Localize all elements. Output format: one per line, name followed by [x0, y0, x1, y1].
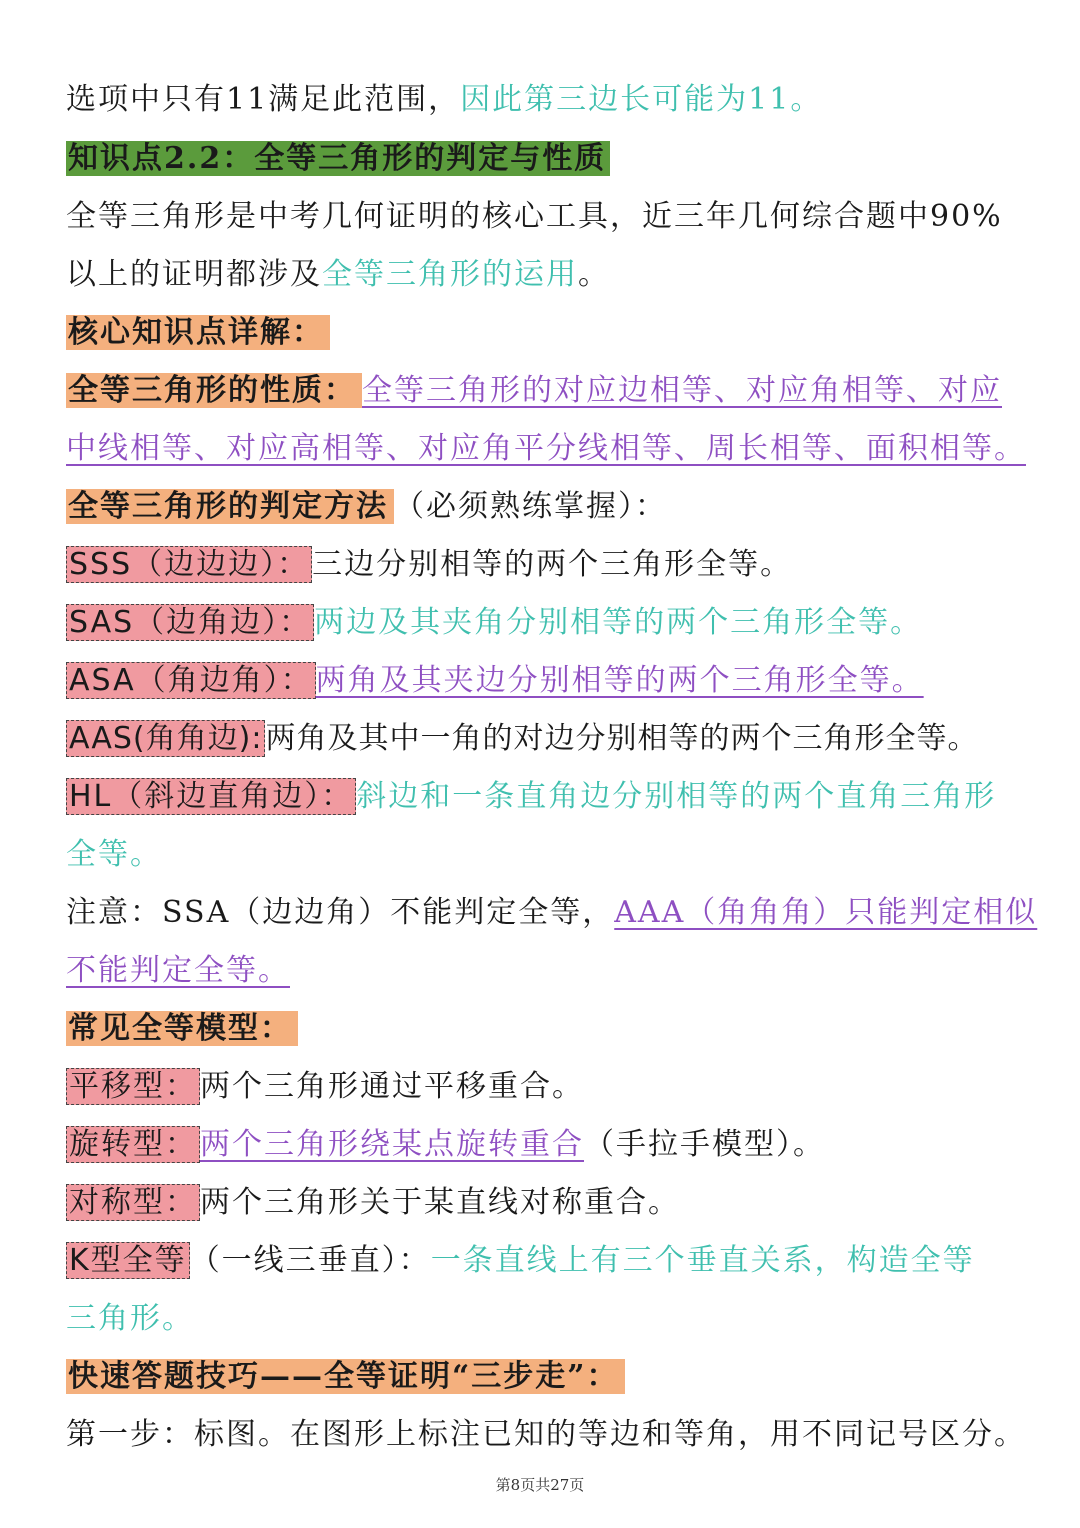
text: 两个三角形关于某直线对称重合。	[200, 1185, 680, 1220]
highlight-text: 两边及其夹角分别相等的两个三角形全等。	[314, 605, 923, 640]
model-rotation-line	[66, 1123, 1026, 1167]
sss-label: SSS（边边边）：	[66, 546, 312, 583]
text: 全等三角形是中考几何证明的核心工具，近三年几何综合题中90%	[66, 199, 1003, 234]
highlight-text: 全等三角形的运用	[322, 257, 578, 292]
hl-line-2	[66, 833, 1026, 877]
highlight-text: 三角形。	[66, 1301, 194, 1336]
model-k-line-2	[66, 1297, 1026, 1341]
model-symmetry-line	[66, 1181, 1026, 1225]
property-label: 全等三角形的性质：	[66, 373, 362, 408]
line-1	[66, 78, 1026, 122]
asa-label: ASA（角边角）：	[66, 662, 316, 699]
text: 注意：SSA（边边角）不能判定全等，	[66, 895, 615, 930]
model-k-line-1	[66, 1239, 1026, 1283]
sas-label: SAS（边角边）：	[66, 604, 314, 641]
model-label: 旋转型：	[66, 1126, 200, 1163]
text: 第一步：标图。在图形上标注已知的等边和等角，用不同记号区分。	[66, 1417, 1026, 1452]
property-text: 中线相等、对应高相等、对应角平分线相等、周长相等、面积相等。	[66, 431, 1026, 466]
tips-heading-line	[66, 1355, 1026, 1399]
core-heading: 核心知识点详解：	[66, 315, 330, 350]
models-heading: 常见全等模型：	[66, 1011, 298, 1046]
highlight-text: 因此第三边长可能为11。	[460, 82, 823, 117]
aas-label: AAS(角角边):	[66, 720, 265, 757]
text: 三边分别相等的两个三角形全等。	[312, 547, 793, 582]
model-label: K型全等	[66, 1242, 190, 1279]
text: 两角及其中一角的对边分别相等的两个三角形全等。	[265, 721, 979, 756]
highlight-text: 全等。	[66, 837, 162, 872]
page-number: 第8页共27页	[495, 1476, 585, 1494]
aas-line	[66, 717, 1026, 761]
model-label: 对称型：	[66, 1184, 200, 1221]
text: 以上的证明都涉及	[66, 257, 322, 292]
text: （手拉手模型）。	[584, 1127, 825, 1162]
text: （一线三垂直）：	[189, 1243, 431, 1278]
highlight-text: 斜边和一条直角边分别相等的两个直角三角形	[356, 779, 997, 814]
models-heading-line	[66, 1007, 1026, 1051]
judge-heading-line	[66, 485, 1026, 529]
intro-line-2	[66, 253, 1026, 297]
property-text: 全等三角形的对应边相等、对应角相等、对应	[362, 373, 1002, 408]
section-heading: 知识点2.2：全等三角形的判定与性质	[66, 141, 610, 176]
core-heading-line	[66, 311, 1026, 355]
underlined-text: AAA（角角角）只能判定相似	[614, 895, 1038, 930]
judge-heading: 全等三角形的判定方法	[66, 489, 394, 524]
text: 选项中只有11满足此范围，	[66, 82, 461, 117]
intro-line-1	[66, 195, 1026, 239]
section-heading-line	[66, 137, 1026, 181]
property-line-1	[66, 369, 1026, 413]
underlined-text: 两个三角形绕某点旋转重合	[200, 1127, 584, 1162]
sas-line	[66, 601, 1026, 645]
model-translation-line	[66, 1065, 1026, 1109]
step1-line	[66, 1413, 1026, 1457]
note-line-2	[66, 949, 1026, 993]
tips-heading: 快速答题技巧——全等证明“三步走”：	[66, 1359, 625, 1394]
asa-line	[66, 659, 1026, 703]
highlight-text: 一条直线上有三个垂直关系，构造全等	[430, 1243, 975, 1278]
sss-line	[66, 543, 1026, 587]
model-label: 平移型：	[66, 1068, 200, 1105]
underlined-text: 不能判定全等。	[66, 953, 290, 988]
hl-label: HL（斜边直角边）：	[66, 778, 356, 815]
text: 两个三角形通过平移重合。	[200, 1069, 584, 1104]
property-line-2	[66, 427, 1026, 471]
text: 。	[578, 257, 610, 292]
text: （必须熟练掌握）：	[394, 489, 667, 524]
hl-line-1	[66, 775, 1026, 819]
underlined-text: 两角及其夹边分别相等的两个三角形全等。	[315, 663, 924, 698]
note-line-1	[66, 891, 1038, 935]
